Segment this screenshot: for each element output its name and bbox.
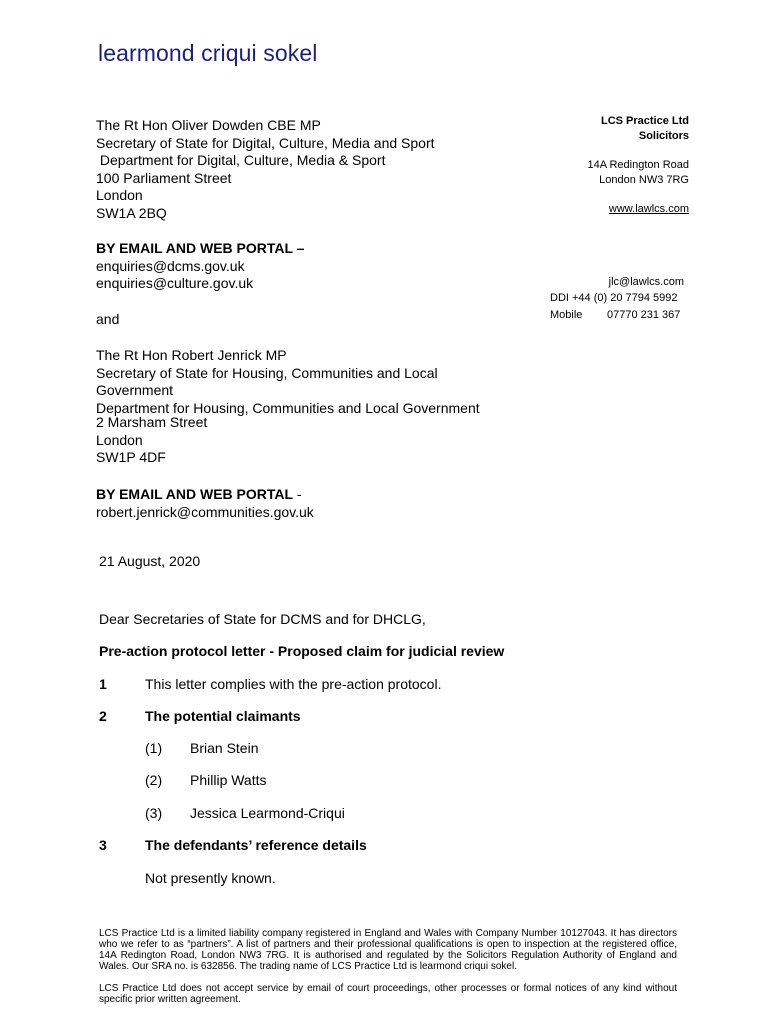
recipient2-title-line2: Government xyxy=(96,382,174,398)
recipient2-department: Department for Housing, Communities and Local Government xyxy=(96,399,480,416)
contact-ddi: DDI +44 (0) 20 7794 5992 xyxy=(550,292,678,304)
claimant-2-name: Phillip Watts xyxy=(190,772,267,788)
footer-company-info: LCS Practice Ltd is a limited liability company registered in England and Wales with Company Number 10127043. It has directors who we refer to as “partners”. A list of partners and their professional qualifications is open to inspection at the registered office, 14A Redington Road, London NW3 7RG. It is authorised and regulated by the Solicitors Regulation Authority of England and Wales. Our SRA no. is 632856. The trading name of LCS Practice Ltd is learmond criqui sokel. xyxy=(99,928,677,972)
recipient2-address-lower xyxy=(96,414,207,467)
letter-subject: Pre-action protocol letter - Proposed claim for judicial review xyxy=(99,643,505,659)
section-2-heading: The potential claimants xyxy=(145,708,301,724)
recipient2-street: 2 Marsham Street xyxy=(96,414,208,430)
firm-website-link[interactable]: www.lawlcs.com xyxy=(608,203,689,215)
letter-date: 21 August, 2020 xyxy=(99,553,201,569)
recipient2-title-line1: Secretary of State for Housing, Communities and Local xyxy=(96,364,438,381)
recipient2-delivery xyxy=(96,486,314,521)
contact-mobile-number: 07770 231 367 xyxy=(607,309,681,321)
section-3-heading: The defendants’ reference details xyxy=(145,837,367,853)
firm-address-line1: 14A Redington Road xyxy=(587,159,689,171)
conjunction-and: and xyxy=(96,311,120,327)
firm-name: LCS Practice Ltd xyxy=(600,115,689,127)
recipient2-name: The Rt Hon Robert Jenrick MP xyxy=(96,347,287,363)
recipient2-delivery-method: BY EMAIL AND WEB PORTAL xyxy=(96,486,294,502)
recipient1-delivery-method: BY EMAIL AND WEB PORTAL – xyxy=(96,240,305,256)
salutation: Dear Secretaries of State for DCMS and for DHCLG, xyxy=(99,611,426,627)
recipient2-postcode: SW1P 4DF xyxy=(96,449,166,465)
recipient1-delivery xyxy=(96,240,304,293)
recipient2-delivery-suffix: - xyxy=(293,486,302,502)
section-3-text: Not presently known. xyxy=(145,870,276,886)
firm-address-line2: London NW3 7RG xyxy=(599,174,689,186)
recipient1-name: The Rt Hon Oliver Dowden CBE MP xyxy=(96,117,321,133)
footer-service-notice: LCS Practice Ltd does not accept service by email of court proceedings, other processes or formal notices of any kind without specific prior written agreement. xyxy=(99,983,677,1005)
firm-details xyxy=(587,114,689,217)
recipient2-city: London xyxy=(96,431,143,448)
recipient1-department: Department for Digital, Culture, Media & Sport xyxy=(96,152,386,168)
contact-email[interactable]: jlc@lawlcs.com xyxy=(608,276,684,288)
recipient1-email1[interactable]: enquiries@dcms.gov.uk xyxy=(96,257,245,274)
recipient1-email2[interactable]: enquiries@culture.gov.uk xyxy=(96,275,254,291)
recipient1-street: 100 Parliament Street xyxy=(96,169,232,186)
recipient2-address xyxy=(96,347,480,417)
section-1-number: 1 xyxy=(99,676,107,692)
claimant-3-index: (3) xyxy=(145,805,163,821)
recipient1-postcode: SW1A 2BQ xyxy=(96,204,167,221)
recipient1-title: Secretary of State for Digital, Culture, Media and Sport xyxy=(96,134,435,151)
claimant-1-index: (1) xyxy=(145,740,163,756)
recipient1-address xyxy=(96,117,435,222)
recipient2-email[interactable]: robert.jenrick@communities.gov.uk xyxy=(96,503,314,520)
section-3-number: 3 xyxy=(99,837,107,853)
recipient1-city: London xyxy=(96,187,143,203)
claimant-2-index: (2) xyxy=(145,772,163,788)
section-2-number: 2 xyxy=(99,708,107,724)
firm-logo: learmond criqui sokel xyxy=(98,40,318,66)
claimant-3-name: Jessica Learmond-Criqui xyxy=(190,805,345,821)
firm-role: Solicitors xyxy=(638,130,689,142)
claimant-1-name: Brian Stein xyxy=(190,740,259,756)
section-1-text: This letter complies with the pre-action protocol. xyxy=(145,676,442,692)
contact-mobile-label: Mobile xyxy=(550,309,583,321)
footer xyxy=(99,928,677,1005)
